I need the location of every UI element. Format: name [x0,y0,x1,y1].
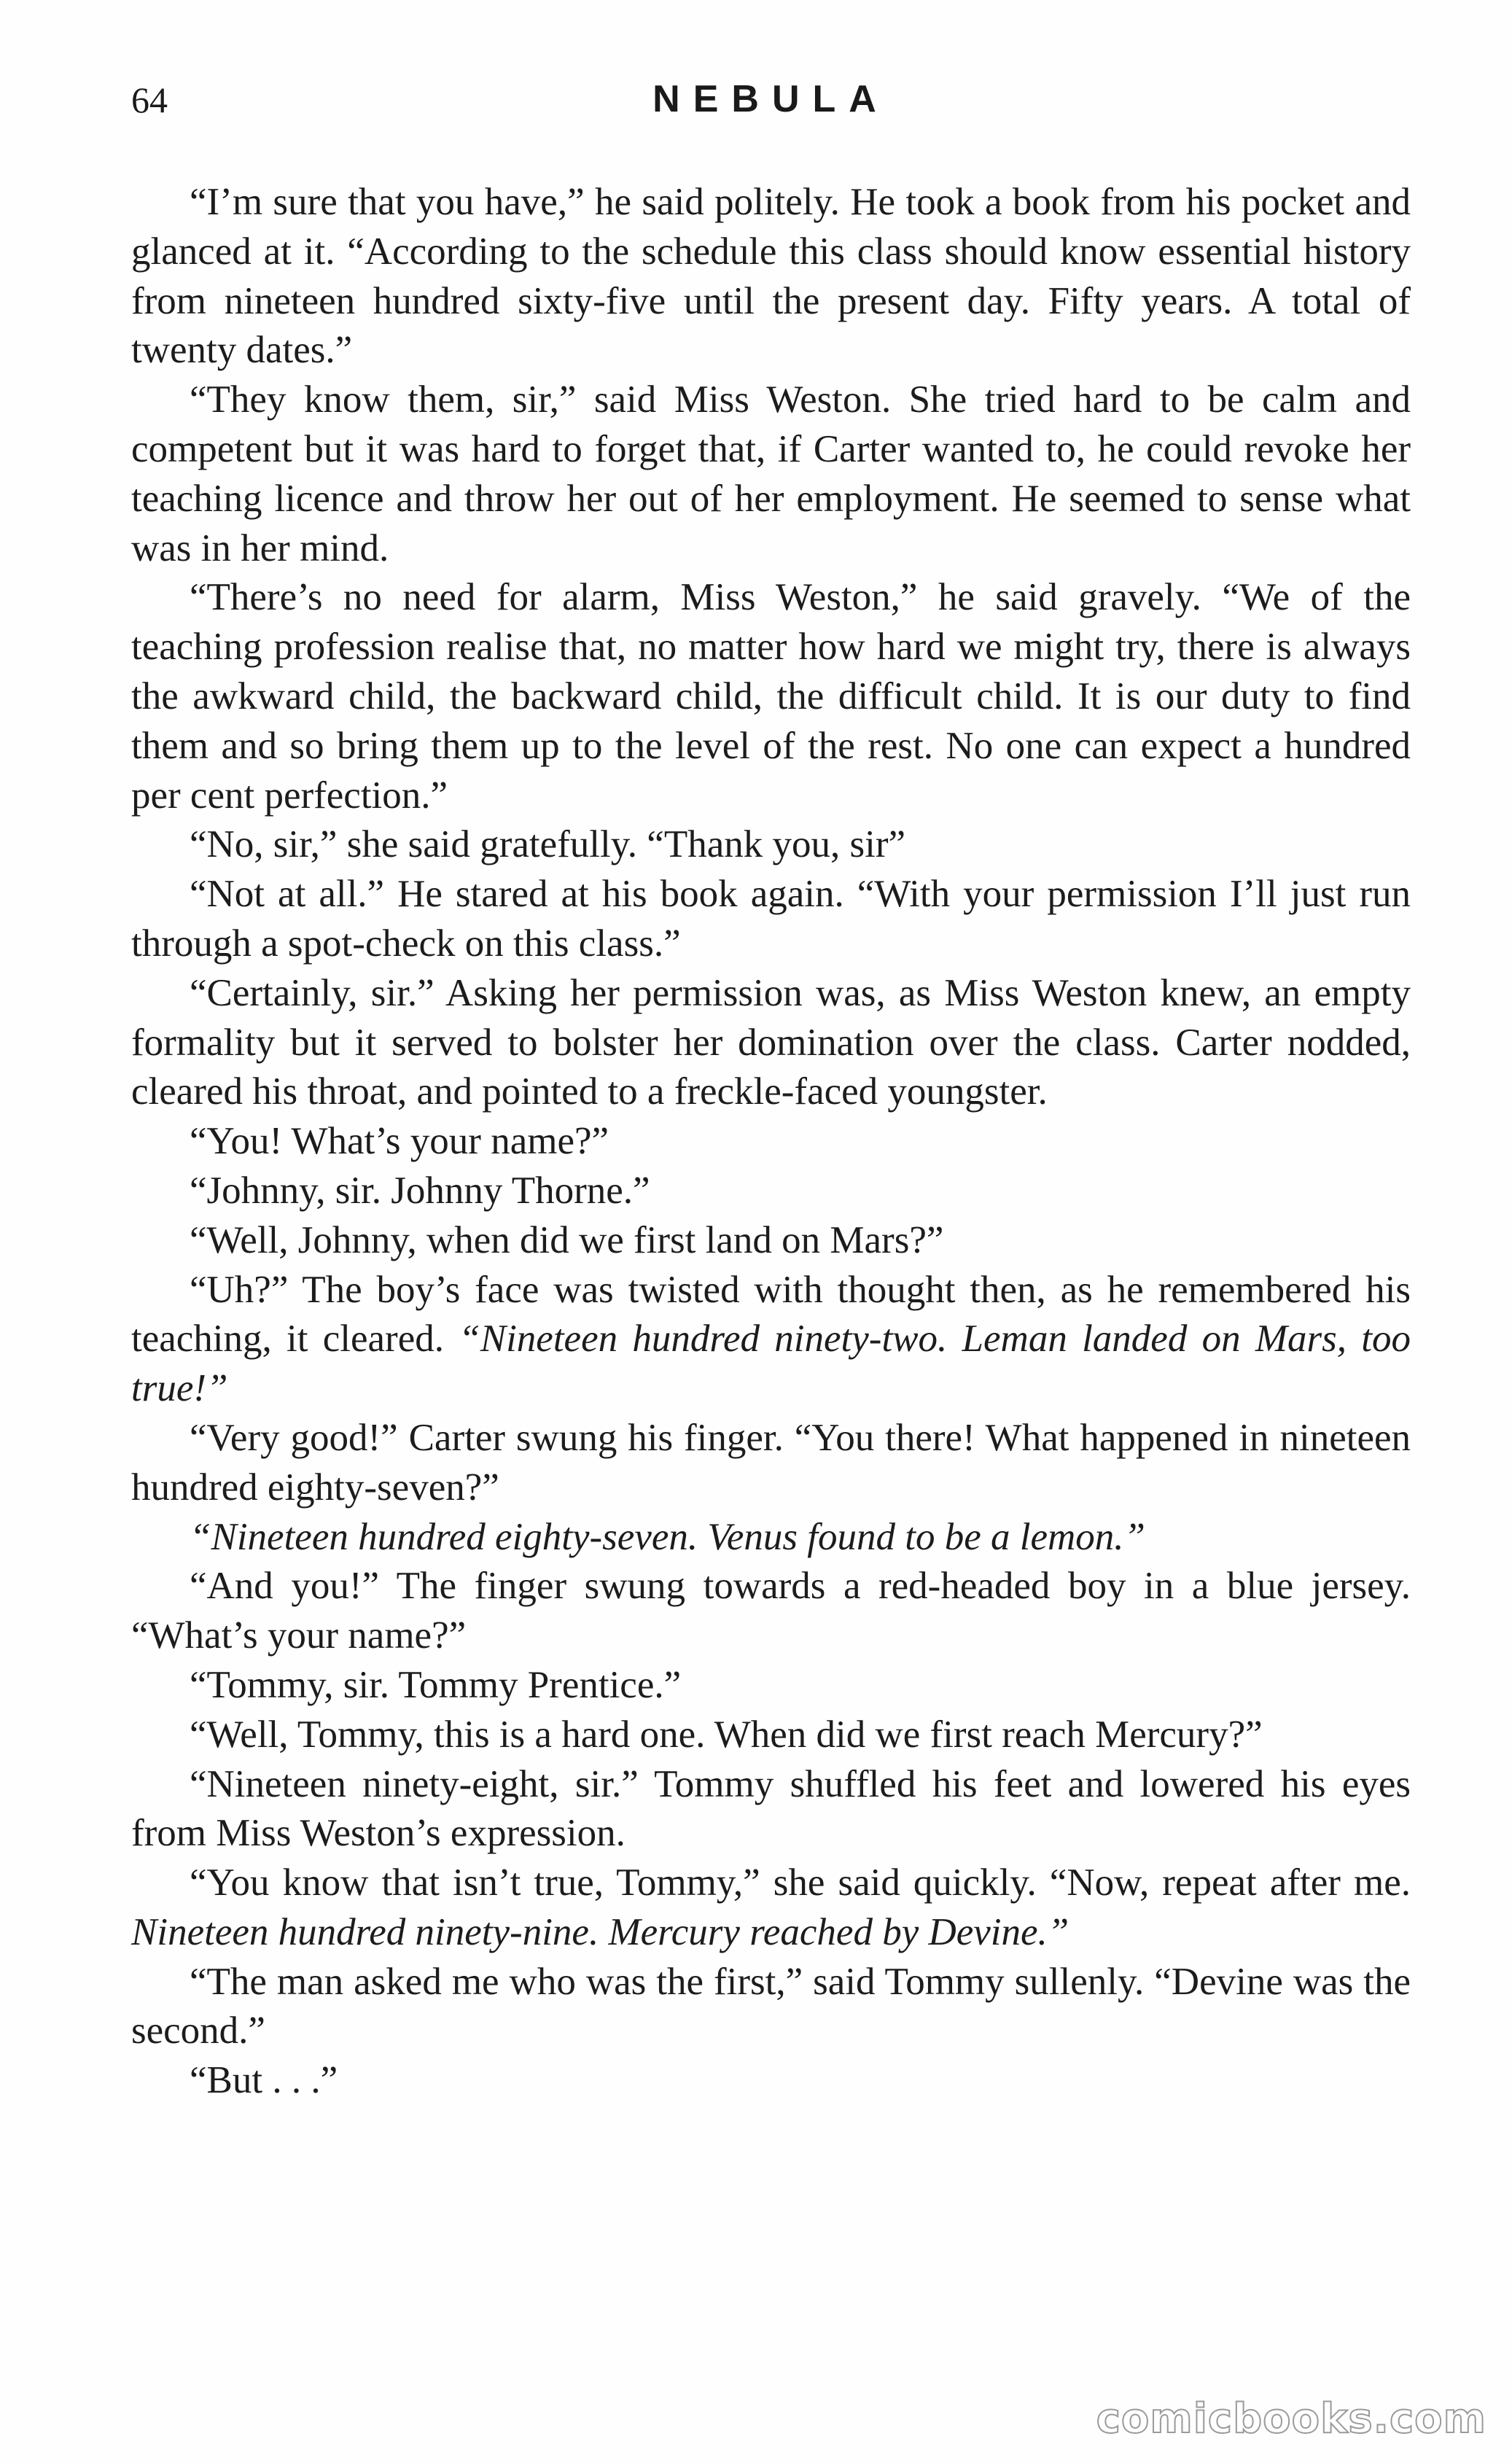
running-head [131,79,1411,130]
paragraph: “No, sir,” she said gratefully. “Thank you, sir” [190,823,906,866]
paragraph: “Very good!” Carter swung his finger. “You there! What happened in nineteen hundred eighty-seven?” [131,1416,1411,1509]
paragraph: “Well, Tommy, this is a hard one. When did we first reach Mercury?” [190,1713,1263,1756]
magazine-title: NEBULA [652,78,889,120]
paragraph: “Johnny, sir. Johnny Thorne.” [190,1169,650,1212]
paragraph: “Not at all.” He stared at his book again. “With your permission I’ll just run through a spot-check on this class.” [131,873,1411,965]
paragraph: “Certainly, sir.” Asking her permission was, as Miss Weston knew, an empty formality but it served to bolster her domination over the class. Carter nodded, cleared his throat, and pointed to a freckle-faced youngster. [131,971,1411,1113]
page-number: 64 [131,79,168,120]
paragraph: “The man asked me who was the first,” said Tommy sullenly. “Devine was the second.” [131,1960,1411,2052]
paragraph [131,1513,1411,1563]
paragraph: “But . . .” [190,2059,338,2102]
paragraph: “You know that isn’t true, Tommy,” she said quickly. “Now, repeat after me. Nineteen hundred ninety-nine. Mercury reached by Devine.” [131,1861,1411,1953]
paragraph: “They know them, sir,” said Miss Weston. She tried hard to be calm and competent but it was hard to forget that, if Carter wanted to, he could revoke her teaching licence and throw her out of her employment. He seemed to sense what was in her mind. [131,378,1411,569]
paragraph: “Nineteen ninety-eight, sir.” Tommy shuffled his feet and lowered his eyes from Miss Weston’s expression. [131,1762,1411,1855]
body-text [131,178,1411,2106]
watermark-logo: comicbooks.com [1096,2395,1486,2443]
paragraph: “Well, Johnny, when did we first land on Mars?” [190,1218,944,1261]
italic-quote: Nineteen hundred ninety-nine. Mercury reached by Devine.” [131,1910,1069,1953]
paragraph: “Uh?” The boy’s face was twisted with thought then, as he remembered his teaching, it cleared. “Nineteen hundred ninety-two. Leman landed on Mars, too true!” [131,1268,1411,1410]
italic-quote: “Nineteen hundred ninety-two. Leman landed on Mars, too true!” [131,1318,1411,1410]
paragraph: “Tommy, sir. Tommy Prentice.” [190,1663,682,1706]
paragraph: “And you!” The finger swung towards a red-headed boy in a blue jersey. “What’s your name?” [131,1565,1411,1657]
paragraph: “I’m sure that you have,” he said politely. He took a book from his pocket and glanced at it. “According to the schedule this class should know essential history from nineteen hundred sixty-five until the present day. Fifty years. A total of twenty dates.” [131,181,1411,372]
paragraph: “There’s no need for alarm, Miss Weston,” he said gravely. “We of the teaching profession realise that, no matter how hard we might try, there is always the awkward child, the backward child, the difficult child. It is our duty to find them and so bring them up to the level of the rest. No one can expect a hundred per cent perfection.” [131,576,1411,817]
paragraph: “You! What’s your name?” [190,1120,609,1163]
italic-quote: “Nineteen hundred eighty-seven. Venus found to be a lemon.” [190,1515,1145,1558]
